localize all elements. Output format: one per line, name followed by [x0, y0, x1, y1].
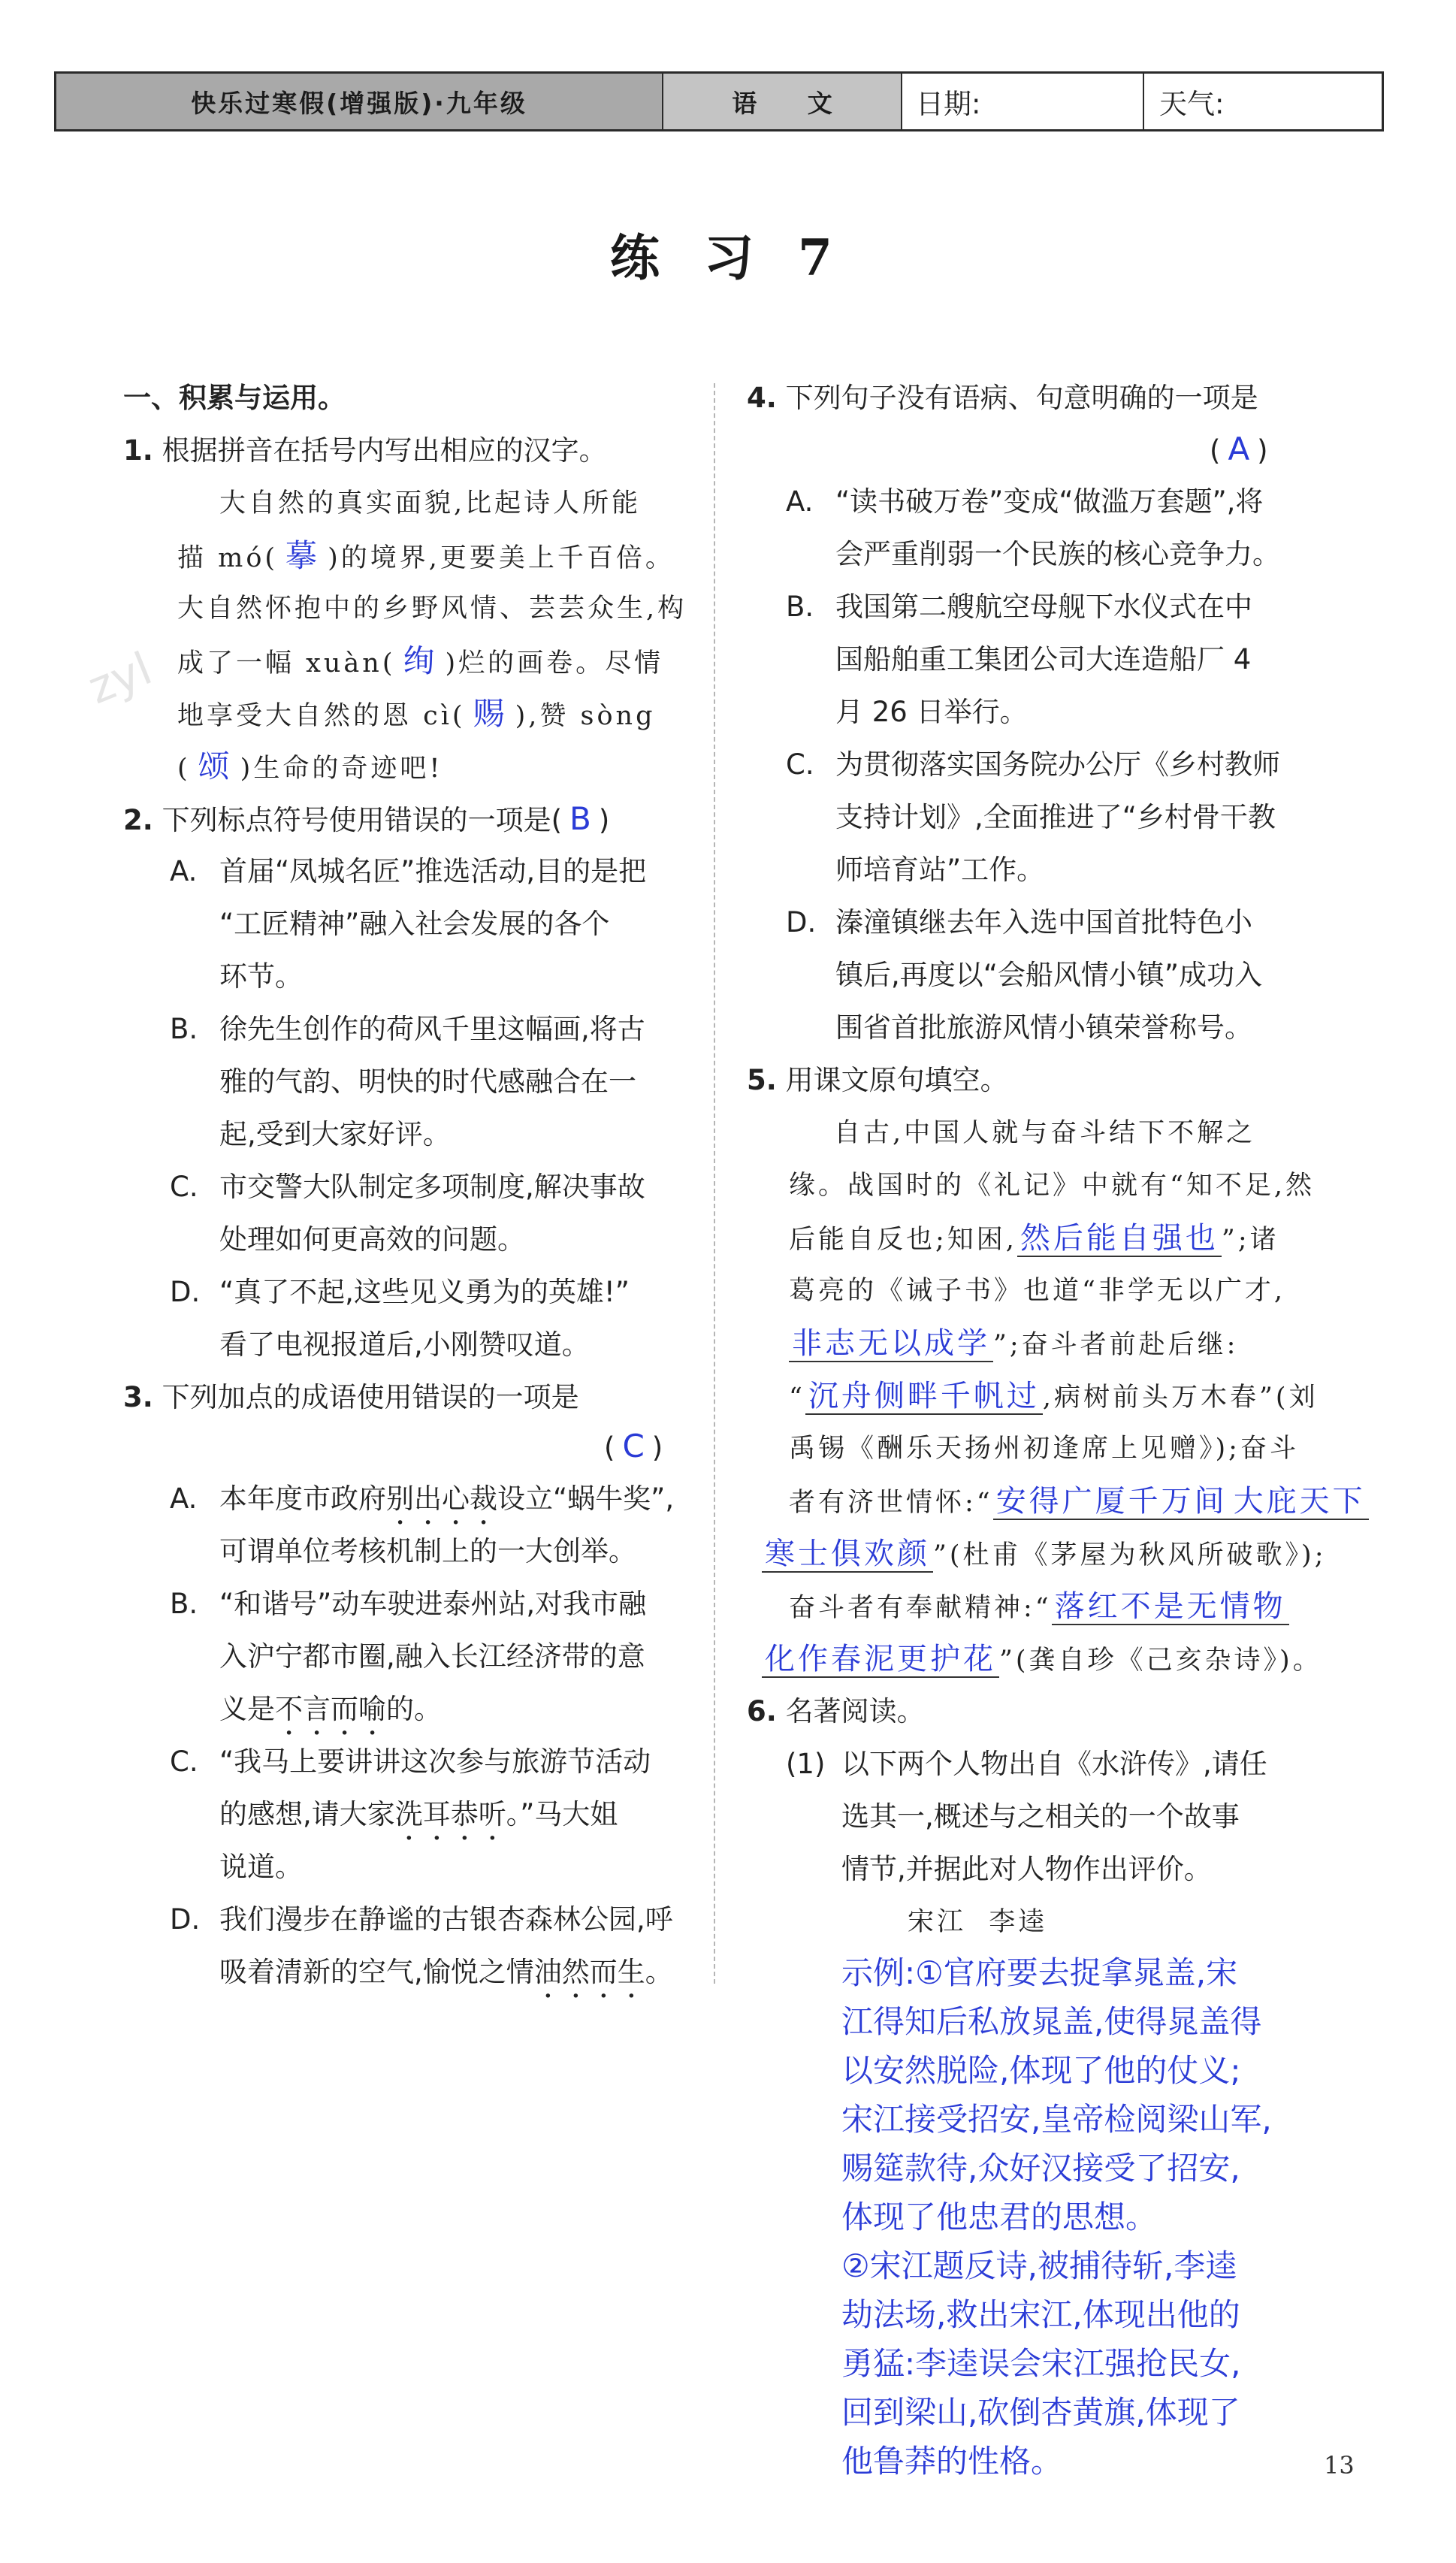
fill-answer-4c: 寒士俱欢颜 — [762, 1537, 933, 1573]
q6-sub-line: 以下两个人物出自《水浒传》,请任 — [841, 1748, 1267, 1780]
q2-option-d-line: 看了电视报道后,小刚赞叹道。 — [219, 1328, 590, 1361]
fill-answer-4b: 大庇天下 — [1231, 1484, 1369, 1520]
q5-line: 奋斗者有奉献精神:“ 落红不是无情物 — [789, 1590, 1289, 1625]
answer-mo: 摹 — [285, 537, 321, 574]
q6-answer-line: 体现了他忠君的思想。 — [841, 2199, 1158, 2235]
q6-answer-line: 示例:①官府要去捉拿晁盖,宋 — [841, 1954, 1238, 1991]
subject-label: 语 文 — [663, 74, 902, 129]
answer-song: 颂 — [198, 748, 233, 784]
q2-option-a-label: A. — [170, 855, 198, 887]
q4-option-b-line: 国船舶重工集团公司大连造船厂 4 — [835, 643, 1252, 676]
fill-answer-3: 沉舟侧畔千帆过 — [805, 1379, 1043, 1415]
q4-answer: A — [1228, 431, 1250, 467]
q4-stem: 4. 下列句子没有语病、句意明确的一项是 — [747, 382, 1258, 414]
q3-answer: C — [622, 1428, 645, 1464]
q4-option-c-line: 支持计划》,全面推进了“乡村骨干教 — [835, 801, 1276, 833]
idiom-emphasis: 洗耳恭听 — [394, 1798, 506, 1830]
q2-option-c-label: C. — [170, 1171, 198, 1203]
q3-stem: 3. 下列加点的成语使用错误的一项是 — [123, 1381, 579, 1413]
q2-option-c-line: 处理如何更高效的问题。 — [219, 1223, 525, 1256]
q2-option-a-line: 环节。 — [219, 960, 303, 993]
q6-answer-line: 宋江接受招安,皇帝检阅梁山军, — [841, 2101, 1272, 2138]
q2-option-d-line: “真了不起,这些见义勇为的英雄!” — [219, 1276, 630, 1308]
q6-answer-line: 以安然脱险,体现了他的仗义; — [841, 2052, 1241, 2089]
q2-option-b-line: 起,受到大家好评。 — [219, 1118, 451, 1150]
q3-option-c-line: “我马上要讲讲这次参与旅游节活动 — [219, 1745, 651, 1778]
q4-option-b-label: B. — [786, 591, 814, 623]
q6-sub-line: 情节,并据此对人物作出评价。 — [841, 1853, 1212, 1885]
q1-line4: 成了一幅 xuàn( 绚 )烂的画卷。尽情 — [177, 642, 664, 679]
q2-option-c-line: 市交警大队制定多项制度,解决事故 — [219, 1171, 645, 1203]
header-bar — [54, 71, 1384, 131]
q5-line: 自古,中国人就与奋斗结下不解之 — [834, 1118, 1256, 1148]
q4-option-b-line: 月 26 日举行。 — [835, 696, 1028, 728]
q3-option-a-label: A. — [170, 1482, 198, 1515]
idiom-emphasis: 不言而喻 — [275, 1693, 386, 1725]
answer-xuan: 绚 — [403, 642, 438, 679]
q5-line: 后能自反也;知困, 然后能自强也 ”;诸 — [789, 1221, 1279, 1256]
q4-option-a-line: 会严重削弱一个民族的核心竞争力。 — [835, 538, 1280, 570]
q3-option-d-line: 吸着清新的空气,愉悦之情油然而生。 — [219, 1956, 673, 1988]
q6-people: 宋江 李逵 — [908, 1907, 1048, 1937]
q3-option-b-line: 入沪宁都市圈,融入长江经济带的意 — [219, 1640, 645, 1673]
q1-line3: 大自然怀抱中的乡野风情、芸芸众生,构 — [177, 594, 687, 624]
q2-stem: 2. 下列标点符号使用错误的一项是( B ) — [123, 800, 610, 837]
q3-option-b-line: “和谐号”动车驶进泰州站,对我市融 — [219, 1588, 647, 1620]
q4-option-d-line: 溱潼镇继去年入选中国首批特色小 — [835, 906, 1252, 938]
q6-answer-line: 江得知后私放晁盖,使得晁盖得 — [841, 2003, 1262, 2040]
fill-answer-2: 非志无以成学 — [789, 1326, 993, 1362]
weather-field: 天气: — [1159, 88, 1225, 120]
q1-line1: 大自然的真实面貌,比起诗人所能 — [219, 488, 642, 518]
page-number: 13 — [1324, 2451, 1355, 2480]
q1-line6: ( 颂 )生命的奇迹吧! — [177, 748, 443, 784]
q4-option-d-line: 围省首批旅游风情小镇荣誉称号。 — [835, 1011, 1252, 1044]
q6-answer-line: 回到梁山,砍倒杏黄旗,体现了 — [841, 2394, 1240, 2431]
q6-answer-line: 劫法场,救出宋江,体现出他的 — [841, 2296, 1240, 2333]
fill-answer-4a: 安得广厦千万间 — [993, 1484, 1231, 1520]
q2-option-a-line: “工匠精神”融入社会发展的各个 — [219, 908, 610, 940]
answer-ci: 赐 — [473, 695, 508, 732]
page-title: 练 习 7 — [610, 228, 846, 287]
q1-line2: 描 mó( 摹 )的境界,更要美上千百倍。 — [177, 537, 675, 574]
q4-option-c-line: 师培育站”工作。 — [835, 854, 1045, 886]
q2-option-b-line: 徐先生创作的荷风千里这幅画,将古 — [219, 1013, 645, 1045]
q5-line: 者有济世情怀:“ 安得广厦千万间 大庇天下 — [789, 1485, 1369, 1519]
q6-answer-line: 赐筵款待,众好汉接受了招安, — [841, 2150, 1240, 2187]
q4-option-a-label: A. — [786, 485, 814, 518]
q4-option-b-line: 我国第二艘航空母舰下水仪式在中 — [835, 591, 1252, 623]
q3-option-a-line: 本年度市政府别出心裁设立“蜗牛奖”, — [219, 1482, 675, 1515]
q6-stem: 6. 名著阅读。 — [747, 1695, 925, 1727]
q2-option-d-label: D. — [170, 1276, 201, 1308]
q4-option-c-label: C. — [786, 748, 814, 781]
q5-line: “ 沉舟侧畔千帆过 ,病树前头万木春”(刘 — [789, 1379, 1319, 1413]
q5-line: 非志无以成学 ”;奋斗者前赴后继: — [789, 1327, 1238, 1362]
watermark: zyl — [80, 642, 159, 715]
q2-option-b-label: B. — [170, 1013, 198, 1045]
book-title: 快乐过寒假(增强版)·九年级 — [56, 74, 663, 129]
q3-option-c-line: 的感想,请大家洗耳恭听。”马大姐 — [219, 1798, 618, 1830]
date-field: 日期: — [902, 74, 1144, 129]
q5-stem: 5. 用课文原句填空。 — [747, 1064, 1008, 1096]
column-divider — [714, 383, 715, 1984]
q4-answer-box: ( A ) — [1210, 431, 1268, 467]
q1-stem: 1. 根据拼音在括号内写出相应的汉字。 — [123, 434, 607, 467]
fill-answer-5a: 落红不是无情物 — [1052, 1589, 1289, 1625]
section-heading: 一、积累与运用。 — [123, 382, 346, 414]
fill-answer-1: 然后能自强也 — [1017, 1221, 1222, 1257]
q4-option-c-line: 为贯彻落实国务院办公厅《乡村教师 — [835, 748, 1280, 781]
q1-line5: 地享受大自然的恩 cì( 赐 ),赞 sòng — [177, 695, 656, 732]
q5-line: 缘。战国时的《礼记》中就有“知不足,然 — [789, 1171, 1316, 1201]
q5-line: 禹锡《酬乐天扬州初逢席上见赠》);奋斗 — [789, 1434, 1299, 1464]
q5-line: 寒士俱欢颜 ”(杜甫《茅屋为秋风所破歌》); — [762, 1537, 1327, 1572]
q6-sub-line: 选其一,概述与之相关的一个故事 — [841, 1800, 1240, 1833]
q6-sub-label: (1) — [786, 1748, 826, 1780]
q3-answer-box: ( C ) — [604, 1428, 663, 1464]
q2-answer: B — [569, 800, 591, 837]
fill-answer-5b: 化作春泥更护花 — [762, 1642, 999, 1678]
q2-option-b-line: 雅的气韵、明快的时代感融合在一 — [219, 1065, 636, 1098]
q3-option-b-label: B. — [170, 1588, 198, 1620]
q2-option-a-line: 首届“凤城名匠”推选活动,目的是把 — [219, 855, 647, 887]
q4-option-d-label: D. — [786, 906, 817, 938]
q3-option-c-label: C. — [170, 1745, 198, 1778]
q3-option-d-line: 我们漫步在静谧的古银杏森林公园,呼 — [219, 1903, 673, 1936]
q3-option-b-line: 义是不言而喻的。 — [219, 1693, 442, 1725]
q3-option-a-line: 可谓单位考核机制上的一大创举。 — [219, 1535, 636, 1567]
q3-option-c-line: 说道。 — [219, 1851, 303, 1883]
q4-option-a-line: “读书破万卷”变成“做滥万套题”,将 — [835, 485, 1264, 518]
idiom-emphasis: 油然而生 — [533, 1956, 645, 1988]
idiom-emphasis: 别出心裁 — [386, 1482, 497, 1515]
q3-option-d-label: D. — [170, 1903, 201, 1936]
q4-option-d-line: 镇后,再度以“会船风情小镇”成功入 — [835, 959, 1263, 991]
q5-line: 化作春泥更护花 ”(龚自珍《己亥杂诗》)。 — [762, 1643, 1322, 1677]
q6-answer-line: 勇猛:李逵误会宋江强抢民女, — [841, 2345, 1241, 2382]
q5-line: 葛亮的《诫子书》也道“非学无以广才, — [789, 1276, 1286, 1306]
q6-answer-line: ②宋江题反诗,被捕待斩,李逵 — [841, 2247, 1237, 2284]
q6-answer-line: 他鲁莽的性格。 — [841, 2443, 1063, 2480]
